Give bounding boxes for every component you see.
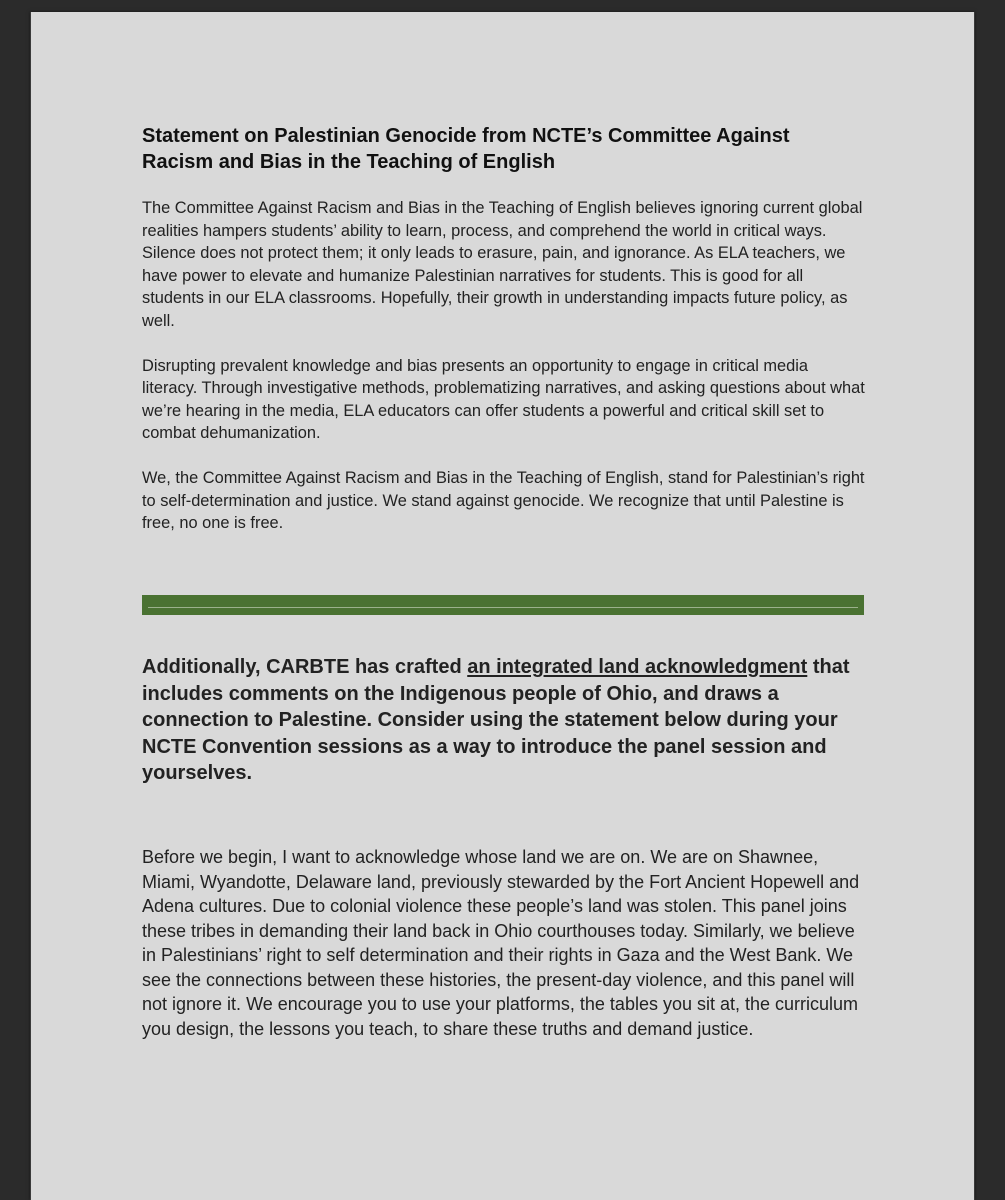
statement-title: Statement on Palestinian Genocide from NCTE’s Committee Against Racism and Bias in the Teaching of English: [142, 125, 790, 173]
statement-paragraph-2: Disrupting prevalent knowledge and bias presents an opportunity to engage in critical media literacy. Through investigative methods, problematizing narratives, and asking questions about what we’re hearing in the media, ELA educators can offer students a powerful and critical skill set to combat dehumanization.: [142, 356, 865, 443]
land-acknowledgment-link[interactable]: an integrated land acknowledgment: [467, 656, 808, 678]
section-divider: [142, 595, 864, 615]
divider-rule: [148, 607, 858, 608]
statement-section: [142, 123, 866, 535]
callout-text-after: that includes comments on the Indigenous people of Ohio, and draws a connection to Palestine. Consider using the statement below during your NCTE Convention sessions as a way to introduce the panel session and yourselves.: [142, 656, 850, 785]
statement-paragraph-3: We, the Committee Against Racism and Bias in the Teaching of English, stand for Palestinian’s right to self-determination and justice. We stand against genocide. We recognize that until Palestine is free, no one is free.: [142, 468, 865, 533]
land-acknowledgment-intro: [142, 654, 866, 787]
land-acknowledgment-statement: Before we begin, I want to acknowledge whose land we are on. We are on Shawnee, Miami, Wyandotte, Delaware land, previously stewarded by the Fort Ancient Hopewell and Adena cultures. Due to colonial violence these people’s land was stolen. This panel joins these tribes in demanding their land back in Ohio courthouses today. Similarly, we believe in Palestinians’ right to self determination and their rights in Gaza and the West Bank. We see the connections between these histories, the present-day violence, and this panel will not ignore it. We encourage you to use your platforms, the tables you sit at, the curriculum you design, the lessons you teach, to share these truths and demand justice.: [142, 847, 860, 1039]
statement-paragraph-1: The Committee Against Racism and Bias in the Teaching of English believes ignoring current global realities hampers students’ ability to learn, process, and comprehend the world in critical ways. Silence does not protect them; it only leads to erasure, pain, and ignorance. As ELA teachers, we have power to elevate and humanize Palestinian narratives for students. This is good for all students in our ELA classrooms. Hopefully, their growth in understanding impacts future policy, as well.: [142, 199, 863, 330]
callout-text-before: Additionally, CARBTE has crafted: [142, 656, 468, 678]
document-page[interactable]: [30, 12, 975, 1200]
